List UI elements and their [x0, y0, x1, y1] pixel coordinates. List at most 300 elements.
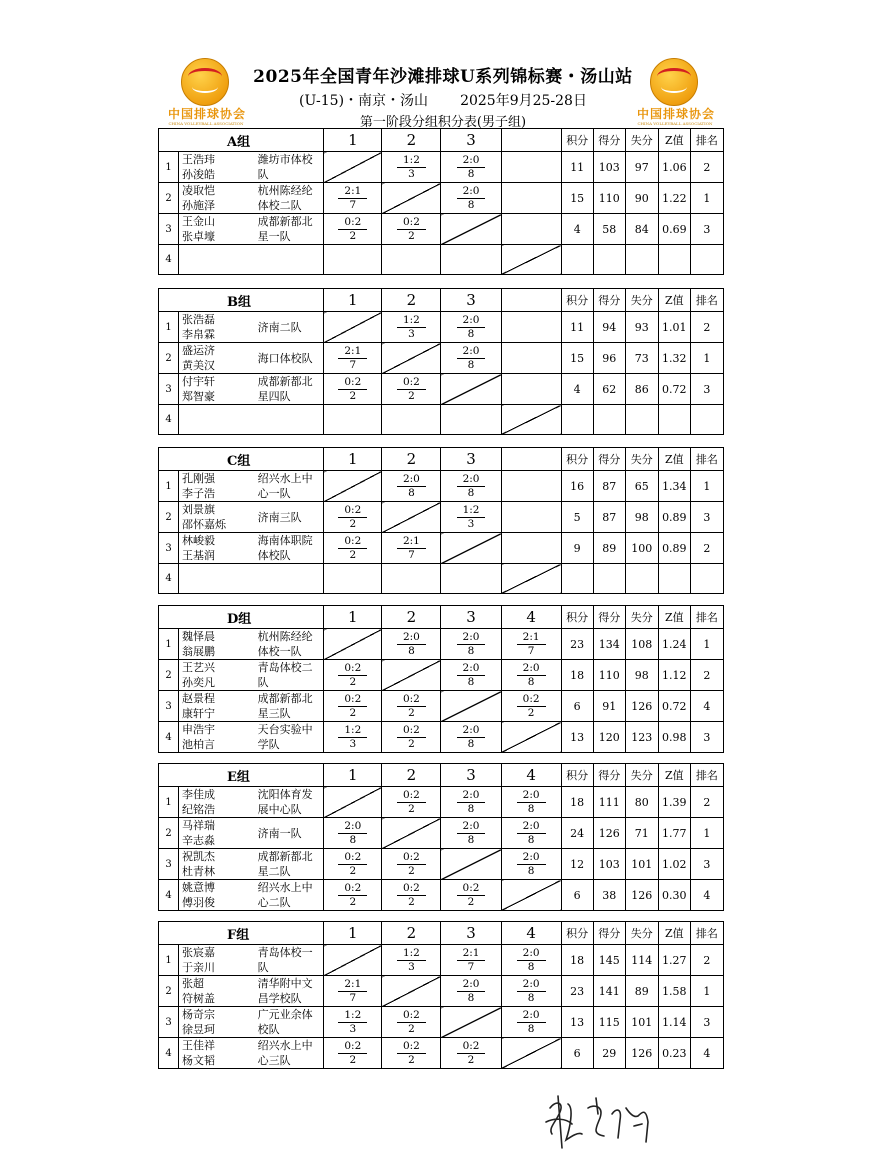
match-cell	[501, 660, 561, 691]
points-value	[561, 405, 593, 435]
player-name: 凌取恺	[182, 184, 216, 197]
match-cell	[382, 405, 441, 435]
points-value: 11	[561, 152, 593, 183]
won-value: 58	[593, 214, 625, 245]
self-match-cell	[501, 564, 561, 594]
match-cell	[501, 787, 561, 818]
team-name-line: 心二队	[257, 896, 291, 909]
group-name: C组	[159, 448, 324, 471]
points-value: 11	[561, 312, 593, 343]
player-names	[179, 374, 256, 405]
match-result	[397, 376, 426, 403]
match-score: 0:2	[397, 851, 426, 865]
team-name	[256, 818, 324, 849]
match-cell	[501, 533, 561, 564]
match-score: 2:0	[338, 820, 367, 834]
team-row	[159, 405, 724, 435]
match-cell	[324, 818, 382, 849]
match-points: 2	[408, 1053, 415, 1066]
rank-value: 2	[690, 533, 723, 564]
match-score: 2:1	[338, 978, 367, 992]
match-score: 0:2	[397, 376, 426, 390]
points-value: 13	[561, 722, 593, 753]
team-name-line: 海口体校队	[257, 351, 313, 365]
group-table	[158, 288, 724, 435]
match-result	[397, 473, 426, 500]
column-header: 2	[382, 129, 441, 152]
player-name: 王艺兴	[182, 661, 216, 674]
match-cell	[382, 1038, 441, 1069]
team-name	[256, 945, 324, 976]
lost-header: 失分	[625, 764, 658, 787]
player-name: 魏怿晨	[182, 630, 216, 643]
match-result	[517, 820, 546, 847]
points-value: 16	[561, 471, 593, 502]
lost-value: 98	[625, 660, 658, 691]
match-cell	[382, 691, 441, 722]
team-row	[159, 183, 724, 214]
match-score: 2:0	[397, 631, 426, 645]
match-cell	[501, 945, 561, 976]
lost-value: 65	[625, 471, 658, 502]
match-cell	[501, 183, 561, 214]
match-result	[397, 947, 426, 974]
match-score: 0:2	[397, 882, 426, 896]
team-name-line: 青岛体校二	[257, 661, 313, 674]
match-points: 8	[467, 802, 475, 815]
match-cell	[324, 343, 382, 374]
match-points: 3	[349, 1022, 357, 1035]
player-name: 杨文韬	[182, 1054, 216, 1067]
points-value: 18	[561, 660, 593, 691]
player-name: 张超	[182, 977, 205, 990]
team-name-line: 绍兴水上中	[257, 472, 313, 485]
won-value: 120	[593, 722, 625, 753]
match-points: 2	[408, 895, 415, 908]
self-match-cell	[441, 849, 501, 880]
match-points: 2	[349, 864, 357, 877]
player-names	[179, 629, 256, 660]
rank-value: 3	[690, 722, 723, 753]
match-score: 0:2	[397, 724, 426, 738]
team-name-line: 学队	[257, 738, 280, 751]
match-score: 2:0	[517, 947, 546, 961]
player-name: 符树盖	[182, 992, 216, 1005]
team-row	[159, 880, 724, 911]
team-name-line: 成都新都北	[257, 850, 313, 863]
team-name	[256, 849, 324, 880]
team-name	[256, 152, 324, 183]
team-name-line: 济南二队	[257, 320, 302, 334]
won-value: 115	[593, 1007, 625, 1038]
team-name-line: 济南一队	[257, 826, 302, 840]
player-name: 李帛霖	[182, 328, 216, 341]
match-points: 2	[408, 864, 415, 877]
team-row	[159, 502, 724, 533]
match-points: 3	[408, 960, 415, 973]
match-points: 8	[349, 833, 357, 846]
match-cell	[501, 502, 561, 533]
match-score: 2:0	[517, 978, 546, 992]
lost-header: 失分	[625, 606, 658, 629]
lost-value: 98	[625, 502, 658, 533]
player-name: 王佳祥	[182, 1039, 216, 1052]
lost-header: 失分	[625, 129, 658, 152]
table-caption: 第一阶段分组积分表(男子组)	[359, 115, 527, 130]
self-match-cell	[441, 533, 501, 564]
match-result	[397, 631, 426, 658]
match-points: 2	[408, 706, 415, 719]
column-header: 1	[324, 448, 382, 471]
self-match-cell	[324, 312, 382, 343]
rank-value: 3	[690, 1007, 723, 1038]
match-result	[338, 1040, 367, 1067]
team-name-line: 心一队	[257, 487, 291, 500]
match-cell	[441, 152, 501, 183]
team-row	[159, 564, 724, 594]
points-value: 12	[561, 849, 593, 880]
match-points: 2	[467, 1053, 475, 1066]
rank-value	[690, 245, 723, 275]
team-row	[159, 343, 724, 374]
match-score: 2:0	[457, 473, 486, 487]
match-points: 2	[349, 517, 357, 530]
lost-value: 86	[625, 374, 658, 405]
team-number: 4	[159, 722, 179, 753]
match-score: 0:2	[457, 1040, 486, 1054]
team-number: 4	[159, 405, 179, 435]
match-points: 8	[408, 644, 415, 657]
player-name: 姚意博	[182, 881, 216, 894]
lost-value: 123	[625, 722, 658, 753]
match-points: 8	[467, 358, 475, 371]
won-value: 62	[593, 374, 625, 405]
match-points: 2	[349, 229, 357, 242]
team-name-line: 星四队	[257, 390, 291, 403]
player-names	[179, 405, 256, 435]
match-cell	[324, 660, 382, 691]
rank-value: 2	[690, 152, 723, 183]
match-cell	[324, 183, 382, 214]
match-cell	[324, 533, 382, 564]
match-score: 2:0	[457, 978, 486, 992]
match-score: 2:0	[457, 185, 486, 199]
match-score: 0:2	[338, 535, 367, 549]
points-value: 15	[561, 183, 593, 214]
match-score: 1:2	[338, 724, 367, 738]
rank-value: 3	[690, 374, 723, 405]
match-cell	[441, 564, 501, 594]
match-result	[397, 314, 426, 341]
match-cell	[501, 1007, 561, 1038]
match-result	[338, 535, 367, 562]
match-score: 0:2	[457, 882, 486, 896]
player-name: 杜青林	[182, 865, 216, 878]
match-score: 2:0	[457, 345, 486, 359]
match-cell	[382, 214, 441, 245]
match-result	[338, 820, 367, 847]
match-result	[338, 693, 367, 720]
match-score: 2:0	[457, 662, 486, 676]
won-value: 29	[593, 1038, 625, 1069]
z-header: Z值	[658, 129, 690, 152]
z-value: 0.72	[658, 374, 690, 405]
match-cell	[441, 183, 501, 214]
match-points: 7	[349, 198, 357, 211]
lost-value: 101	[625, 1007, 658, 1038]
player-name: 郑智豪	[182, 390, 216, 403]
team-row	[159, 1038, 724, 1069]
lost-value: 126	[625, 691, 658, 722]
player-names	[179, 502, 256, 533]
match-result	[338, 185, 367, 212]
column-header: 2	[382, 289, 441, 312]
team-number: 2	[159, 183, 179, 214]
match-cell	[501, 214, 561, 245]
match-score: 2:0	[517, 789, 546, 803]
player-names	[179, 945, 256, 976]
match-result	[517, 662, 546, 689]
self-match-cell	[324, 629, 382, 660]
column-header: 1	[324, 289, 382, 312]
player-names	[179, 152, 256, 183]
match-result	[457, 662, 486, 689]
match-cell	[382, 564, 441, 594]
match-result	[338, 345, 367, 372]
player-names	[179, 214, 256, 245]
won-value: 145	[593, 945, 625, 976]
match-points: 3	[408, 327, 415, 340]
match-cell	[441, 1038, 501, 1069]
team-name-line: 队	[257, 168, 269, 181]
match-points: 2	[408, 229, 415, 242]
match-score: 0:2	[338, 376, 367, 390]
match-score: 2:0	[457, 724, 486, 738]
match-cell	[324, 502, 382, 533]
team-name-line: 星二队	[257, 865, 291, 878]
rank-value: 2	[690, 945, 723, 976]
points-value: 23	[561, 629, 593, 660]
match-points: 2	[467, 895, 475, 908]
points-value: 13	[561, 1007, 593, 1038]
column-header	[501, 289, 561, 312]
team-row	[159, 214, 724, 245]
match-result	[397, 154, 426, 181]
z-header: Z值	[658, 922, 690, 945]
match-cell	[382, 849, 441, 880]
match-result	[338, 724, 367, 751]
match-cell	[324, 880, 382, 911]
match-score: 2:1	[397, 535, 426, 549]
z-header: Z值	[658, 289, 690, 312]
team-row	[159, 374, 724, 405]
won-value: 110	[593, 183, 625, 214]
team-number: 4	[159, 564, 179, 594]
match-cell	[441, 343, 501, 374]
team-number: 2	[159, 343, 179, 374]
match-result	[457, 314, 486, 341]
z-value: 1.27	[658, 945, 690, 976]
points-value: 6	[561, 1038, 593, 1069]
match-cell	[382, 312, 441, 343]
rank-header: 排名	[690, 764, 723, 787]
team-row	[159, 245, 724, 275]
match-points: 8	[467, 327, 475, 340]
match-cell	[501, 471, 561, 502]
match-result	[397, 1040, 426, 1067]
match-cell	[382, 152, 441, 183]
group-table	[158, 128, 724, 275]
player-name: 康轩宁	[182, 707, 216, 720]
team-name-line: 清华附中文	[257, 977, 313, 990]
column-header: 2	[382, 606, 441, 629]
team-name	[256, 787, 324, 818]
team-name	[256, 502, 324, 533]
match-result	[457, 978, 486, 1005]
team-row	[159, 152, 724, 183]
match-points: 2	[349, 706, 357, 719]
self-match-cell	[382, 343, 441, 374]
z-value: 1.06	[658, 152, 690, 183]
match-score: 0:2	[397, 1040, 426, 1054]
player-name: 王基润	[182, 549, 216, 562]
points-value	[561, 245, 593, 275]
player-name: 李佳成	[182, 788, 216, 801]
match-score: 1:2	[397, 947, 426, 961]
match-score: 0:2	[338, 851, 367, 865]
match-cell	[324, 1038, 382, 1069]
match-result	[397, 789, 426, 816]
match-cell	[324, 374, 382, 405]
match-score: 0:2	[338, 662, 367, 676]
match-score: 2:0	[457, 314, 486, 328]
rank-value: 4	[690, 1038, 723, 1069]
match-score: 0:2	[338, 504, 367, 518]
self-match-cell	[382, 502, 441, 533]
signature	[538, 1078, 668, 1158]
lost-value: 97	[625, 152, 658, 183]
team-number: 4	[159, 1038, 179, 1069]
group-table	[158, 763, 724, 911]
match-points: 2	[408, 737, 415, 750]
match-points: 8	[527, 675, 535, 688]
rank-value: 3	[690, 849, 723, 880]
match-cell	[501, 152, 561, 183]
team-name-line: 心三队	[257, 1054, 291, 1067]
player-name: 张浩磊	[182, 313, 216, 326]
team-name	[256, 405, 324, 435]
team-name-line: 成都新都北	[257, 692, 313, 705]
lost-value	[625, 245, 658, 275]
match-result	[338, 1009, 367, 1036]
team-number: 1	[159, 312, 179, 343]
won-header: 得分	[593, 289, 625, 312]
match-result	[517, 789, 546, 816]
team-row	[159, 849, 724, 880]
match-cell	[441, 312, 501, 343]
rank-header: 排名	[690, 606, 723, 629]
match-result	[338, 978, 367, 1005]
match-cell	[324, 214, 382, 245]
match-points: 7	[527, 644, 535, 657]
match-cell	[501, 374, 561, 405]
team-name	[256, 374, 324, 405]
player-names	[179, 722, 256, 753]
won-value: 87	[593, 502, 625, 533]
team-row	[159, 660, 724, 691]
match-result	[457, 631, 486, 658]
player-names	[179, 818, 256, 849]
rank-value: 2	[690, 312, 723, 343]
player-name: 孙浚皓	[182, 168, 216, 181]
column-header: 4	[501, 922, 561, 945]
match-result	[457, 345, 486, 372]
match-result	[517, 631, 546, 658]
match-result	[517, 851, 546, 878]
player-names	[179, 533, 256, 564]
group-name: B组	[159, 289, 324, 312]
player-name: 付宇轩	[182, 375, 216, 388]
team-name	[256, 533, 324, 564]
team-name-line: 昌学校队	[257, 992, 302, 1005]
match-cell	[324, 722, 382, 753]
match-points: 2	[408, 1022, 415, 1035]
match-cell	[441, 502, 501, 533]
team-row	[159, 945, 724, 976]
match-result	[457, 504, 486, 531]
match-cell	[501, 818, 561, 849]
logo-text: 中国排球协会	[168, 107, 247, 121]
points-value: 6	[561, 880, 593, 911]
team-name	[256, 471, 324, 502]
self-match-cell	[501, 245, 561, 275]
match-result	[338, 376, 367, 403]
rank-value: 2	[690, 787, 723, 818]
match-cell	[501, 312, 561, 343]
rank-value: 4	[690, 880, 723, 911]
lost-header: 失分	[625, 448, 658, 471]
column-header	[501, 129, 561, 152]
player-names	[179, 343, 256, 374]
team-name-line: 济南三队	[257, 510, 302, 524]
won-value: 103	[593, 849, 625, 880]
points-value: 6	[561, 691, 593, 722]
match-cell	[441, 976, 501, 1007]
match-cell	[382, 374, 441, 405]
player-name: 张卓壕	[182, 230, 216, 243]
won-value: 126	[593, 818, 625, 849]
lost-header: 失分	[625, 289, 658, 312]
match-points: 8	[527, 864, 535, 877]
match-result	[397, 724, 426, 751]
self-match-cell	[382, 818, 441, 849]
group-table	[158, 921, 724, 1069]
match-points: 8	[408, 486, 415, 499]
rank-value: 1	[690, 818, 723, 849]
lost-value: 90	[625, 183, 658, 214]
match-points: 2	[349, 675, 357, 688]
team-row	[159, 312, 724, 343]
team-name-line: 绍兴水上中	[257, 881, 313, 894]
match-points: 8	[467, 991, 475, 1004]
match-score: 0:2	[338, 693, 367, 707]
match-score: 0:2	[517, 693, 546, 707]
points-value: 4	[561, 374, 593, 405]
self-match-cell	[501, 405, 561, 435]
match-result	[338, 882, 367, 909]
match-score: 0:2	[397, 1009, 426, 1023]
player-names	[179, 849, 256, 880]
